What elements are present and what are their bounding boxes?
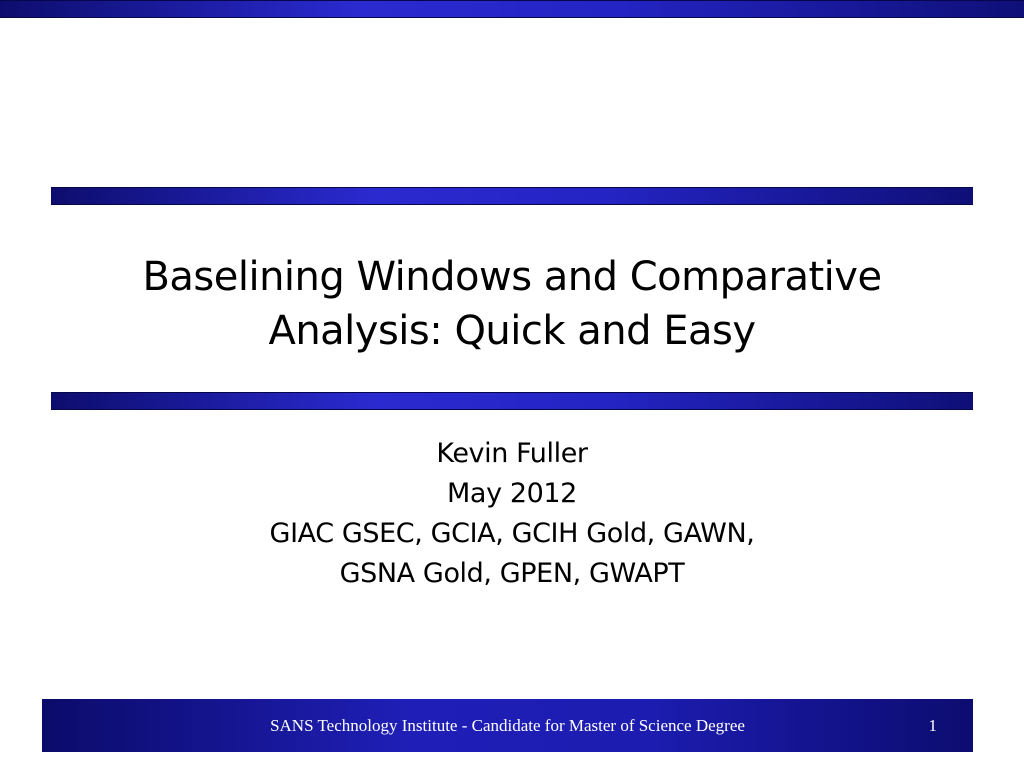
page-number: 1 [928, 716, 937, 735]
author-name: Kevin Fuller [436, 438, 588, 469]
title-bottom-rule [51, 392, 973, 410]
footer-text: SANS Technology Institute - Candidate for Master of Science Degree [270, 716, 745, 735]
presentation-date: May 2012 [447, 478, 577, 509]
title-line-2: Analysis: Quick and Easy [268, 308, 756, 354]
slide-subtitle [60, 434, 964, 594]
top-accent-bar [0, 0, 1024, 18]
certifications-line-2: GSNA Gold, GPEN, GWAPT [339, 558, 685, 589]
certifications-line-1: GIAC GSEC, GCIA, GCIH Gold, GAWN, [269, 518, 755, 549]
footer-bar [42, 699, 973, 752]
title-top-rule [51, 187, 973, 205]
slide-title [60, 250, 964, 358]
title-line-1: Baselining Windows and Comparative [142, 254, 882, 300]
